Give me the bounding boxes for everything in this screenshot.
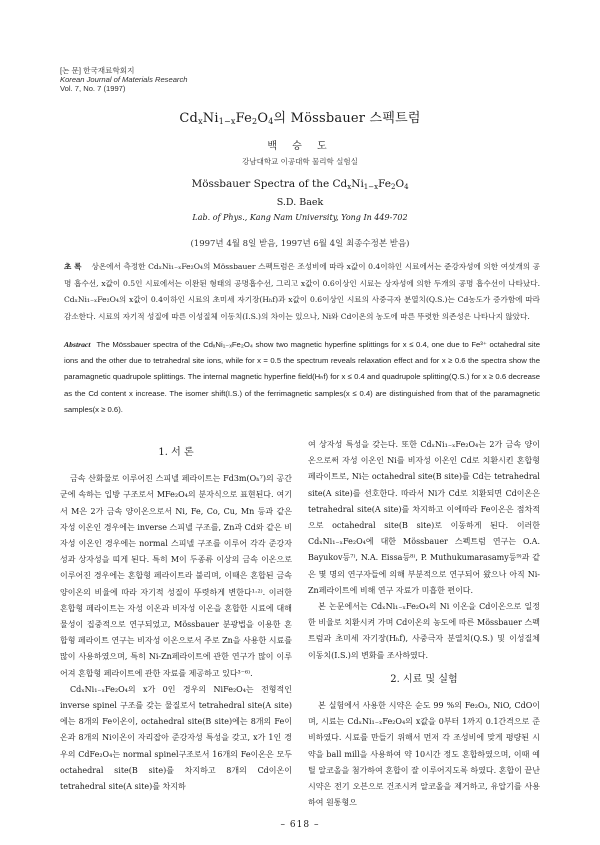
received-dates: (1997년 4월 8일 받음, 1997년 6월 4일 최종수정본 받음): [190, 239, 410, 249]
section-heading-methods: 2. 시료 및 실험: [390, 673, 458, 685]
intro-paragraph-3: 본 논문에서는 CdₓNi₁₋ₓFe₂O₄의 Ni 이온을 Cd이온으로 일정한 비율로 치환시켜 가며 Cd이온의 농도에 따른 Mössbauer 스펙트럼과 초미세 자기장(Hₕf), 사중극자 분열치(Q.S.) 및 이성질체 이동치(I.S.)의 변화를 조사하였다.: [308, 602, 540, 660]
paper-title-en: Mössbauer Spectra of the $Cd_xNi_{1-x}Fe_2O_4$: [191, 178, 409, 191]
journal-name-ko: [논 문] 한국재료학회지: [60, 66, 135, 75]
journal-header: [60, 66, 187, 93]
author-ko: 백 승 도: [267, 141, 333, 152]
paper-title-ko: $Cd_xNi_{1-x}Fe_2O_4$의 Mössbauer 스펙트럼: [179, 111, 421, 126]
intro-paragraph-2: CdₓNi₁₋ₓFe₂O₄의 x가 0인 경우의 NiFe₂O₄는 전형적인 inverse spinel 구조를 갖는 물질로서 tetrahedral site(A site)에는 8개의 Fe이온이, octahedral site(B site)에는 8개의 Fe이온과 8개의 Ni이온이 자리잡아 준강자성 특성을 갖고, x가 1인 경우의 CdFe₂O₄는 normal spinel구조로서 16개의 Fe이온은 모두 octahedral site(B site)를 차지하고 8개의 Cd이온이 tetrahedral site(A site)를 차지하: [60, 684, 292, 792]
author-en: S.D. Baek: [276, 197, 324, 208]
abstract-ko-label: 초 록: [64, 262, 82, 271]
left-column: [60, 437, 292, 795]
affiliation-ko: 강남대학교 이공대학 물리학 실험실: [242, 157, 358, 166]
journal-name-en: Korean Journal of Materials Research: [60, 75, 188, 84]
section-heading-introduction: 1. 서 론: [158, 447, 194, 458]
journal-volume: Vol. 7, No. 7 (1997): [60, 84, 126, 93]
intro-paragraph-1: 금속 산화물로 이루어진 스피넬 페라이트는 Fd3m(Oₕ⁷)의 공간군에 속하는 입방 구조로서 MFe₂O₄의 분자식으로 표현된다. 여기서 M은 2가 금속 양이온으로서 Ni, Fe, Co, Cu, Mn 등과 같은 자성 이온인 경우에는 inverse 스피넬 구조를, Zn과 Cd와 같은 비자성 이온인 경우에는 normal 스피넬 구조를 이루어 각각 준강자성과 상자성을 띠게 된다. 특히 M이 두종류 이상의 금속 이온으로 이루어진 경우에는 혼합형 페라이트라 불리며, 이때은 혼합된 금속 양이온의 비율에 따라 자기적 성질이 뚜렷하게 변한다¹·²⁾. 이러한 혼합형 페라이트는 자성 이온과 비자성 이온을 혼합한 시료에 대해 물성이 집중적으로 연구되었고, Mössbauer 분광법을 이용한 혼합형 페라이트 연구는 비자성 이온으로서 주로 Zn을 사용한 시료를 많이 사용하였으며, 특히 Ni-Zn페라이트에 관한 연구가 많이 이루어져 혼합형 페라이트에 관한 자료를 제공하고 있다³⁻⁶⁾.: [60, 474, 292, 678]
abstract-ko-text: 상온에서 측정한 CdₓNi₁₋ₓFe₂O₄의 Mössbauer 스펙트럼은 조성비에 따라 x값이 0.4이하인 시료에서는 준강자성에 의한 여섯개의 공명 흡수선, x값이 0.5인 시료에서는 이완된 형태의 공명흡수선, 그리고 x값이 0.6이상인 시료는 상자성에 의한 두개의 공명 흡수선이 나타났다. CdₓNi₁₋ₓFe₂O₄의 x값이 0.4이하인 시료의 초미세 자기장(Hₕf)과 x값이 0.6이상인 시료의 사중극자 분열치(Q.S.)는 Cd농도가 증가함에 따라 감소한다. 시료의 자기적 성질에 따른 이성질체 이동치(I.S.)의 차이는 있으나, Ni와 Cd이온의 농도에 따른 뚜렷한 의존성은 나타나지 않았다.: [64, 262, 540, 321]
affiliation-en: Lab. of Phys., Kang Nam University, Yong In 449-702: [192, 213, 408, 222]
intro-paragraph-2-cont: 여 상자성 특성을 갖는다. 또한 CdₓNi₁₋ₓFe₂O₄는 2가 금속 양이온으로써 자성 이온인 Ni를 비자성 이온인 Cd로 치환시킨 혼합형 페라이트로, Ni는 octahedral site(B site)를 Cd는 tetrahedral site(A site)를 선호한다. 따라서 Ni가 Cd로 치환되면 Cd이온은 tetrahedral site(A site)를 차지하고 이에따라 Fe이온은 점차적으로 octahedral site(B site)로 이동하게 된다. 이러한 CdₓNi₁₋ₓFe₂O₄에 대한 Mössbauer 스펙트럼 연구는 O.A. Bayukov등⁷⁾, N.A. Eissa등⁸⁾, P. Muthukumarasamy등⁹⁾과 같은 몇 명의 연구자들에 의해 부분적으로 연구되어 왔으나 아직 Ni-Zn페라이트에 비해 연구 자료가 미흡한 편이다.: [308, 440, 540, 595]
methods-paragraph-1: 본 실험에서 사용한 시약은 순도 99 %의 Fe₂O₃, NiO, CdO이며, 시료는 CdₓNi₁₋ₓFe₂O₄의 x값을 0부터 1까지 0.1간격으로 준비하였다. 시료를 만들기 위해서 먼저 각 조성비에 맞게 평량된 시약을 ball mill을 사용하여 약 10시간 정도 혼합하였으며, 이때 예틸 알코올을 첨가하여 혼합이 잘 이루어지도록 하였다. 혼합이 끝난 시약은 전기 오븐으로 건조시켜 알코올을 제거하고, 유압기를 사용하여 원통형으: [308, 701, 540, 808]
right-column: [308, 437, 540, 811]
abstract-en: [64, 337, 540, 418]
abstract-ko: [64, 259, 540, 325]
abstract-en-text: The Mössbauer spectra of the CdₓNi₁₋ₓFe₂O₄ show two magnetic hyperfine splittings for x ≤ 0.4, one due to Fe³⁺ octahedral site ions and the other due to tetrahedral site ions, while for x = 0.5 the spectrum reveals relaxation effect and for x ≥ 0.6 the spectra show the paramagnetic quadrupole splittings. The internal magnetic hyperfine field(Hₕf) for x ≤ 0.4 and quadrupole splitting(Q.S.) for x ≥ 0.6 decrease as the Cd content x increase. The isomer shift(I.S.) of the ferrimagnetic samples(x ≤ 0.4) are distinguished from that of the paramagnetic samples(x ≥ 0.6).: [64, 340, 540, 414]
page-number: – 618 –: [280, 820, 320, 830]
abstract-en-label: Abstract: [64, 340, 91, 349]
